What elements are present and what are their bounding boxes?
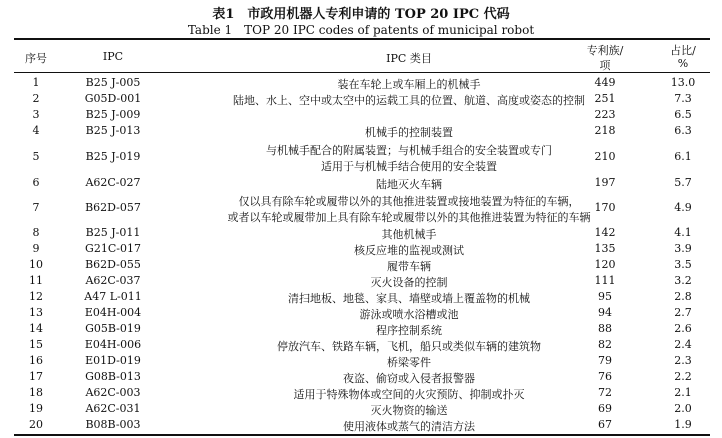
row-share: 3.9 [674, 242, 692, 255]
row-category: 灭火设备的控制 [370, 276, 448, 289]
header-share-line2: % [677, 57, 689, 70]
row-no: 20 [29, 418, 43, 431]
row-share: 1.9 [674, 418, 692, 431]
row-category: 陆地、水上、空中或太空中的运载工具的位置、航道、高度或姿态的控制 [233, 94, 585, 107]
row-count: 197 [594, 176, 616, 189]
row-count: 135 [594, 242, 616, 255]
row-count: 72 [598, 386, 612, 399]
row-ipc: B25 J-011 [85, 226, 141, 239]
row-category: 适用于特殊物体或空间的火灾预防、抑制或扑灭 [293, 388, 525, 401]
row-no: 9 [32, 242, 40, 255]
row-share: 2.7 [674, 306, 692, 319]
row-ipc: B08B-003 [85, 418, 141, 431]
row-count: 218 [594, 124, 616, 137]
row-no: 15 [29, 338, 43, 351]
row-share: 5.7 [674, 176, 692, 189]
row-no: 4 [32, 124, 40, 137]
header-ipc: IPC [102, 50, 124, 63]
row-ipc: G21C-017 [85, 242, 141, 255]
row-category: 游泳或喷水浴槽或池 [359, 308, 459, 321]
row-ipc: B25 J-009 [85, 108, 141, 121]
table-bottom-rule [14, 434, 710, 436]
row-ipc: A47 L-011 [84, 290, 142, 303]
row-share: 2.2 [674, 370, 692, 383]
row-ipc: E01D-019 [85, 354, 141, 367]
row-count: 69 [598, 402, 612, 415]
row-count: 111 [594, 274, 616, 287]
row-category-line2: 或者以车轮或履带加上具有除车轮或履带以外的其他推进装置为特征的车辆 [227, 211, 591, 224]
row-share: 7.3 [674, 92, 692, 105]
row-category: 履带车辆 [387, 260, 431, 273]
row-category [174, 193, 644, 225]
header-share-line1: 占比/ [670, 44, 696, 57]
row-ipc: A62C-031 [85, 402, 141, 415]
header-count-line1: 专利族/ [586, 44, 624, 57]
table-title-en: Table 1 TOP 20 IPC codes of patents of municipal robot [187, 23, 535, 37]
row-category: 陆地灭火车辆 [376, 178, 442, 191]
row-count: 223 [594, 108, 616, 121]
row-ipc: B25 J-013 [85, 124, 141, 137]
row-count: 170 [594, 201, 616, 214]
table-header-rule [14, 72, 710, 73]
row-no: 14 [29, 322, 43, 335]
header-category: IPC 类目 [386, 52, 432, 65]
row-ipc: B62D-057 [85, 201, 141, 214]
row-no: 3 [32, 108, 40, 121]
row-count: 95 [598, 290, 612, 303]
row-count: 88 [598, 322, 612, 335]
row-ipc: B25 J-005 [85, 76, 141, 89]
row-category: 核反应堆的监视或测试 [354, 244, 464, 257]
row-share: 2.4 [674, 338, 692, 351]
row-no: 2 [32, 92, 40, 105]
row-share: 4.9 [674, 201, 692, 214]
row-category: 装在车轮上或车厢上的机械手 [337, 78, 481, 91]
row-no: 12 [29, 290, 43, 303]
row-no: 17 [29, 370, 43, 383]
row-share: 6.3 [674, 124, 692, 137]
row-no: 11 [29, 274, 43, 287]
row-ipc: A62C-003 [85, 386, 141, 399]
row-count: 67 [598, 418, 612, 431]
row-no: 10 [29, 258, 43, 271]
row-category: 桥梁零件 [387, 356, 431, 369]
row-category: 机械手的控制装置 [365, 126, 453, 139]
row-ipc: G05B-019 [85, 322, 141, 335]
row-count: 94 [598, 306, 612, 319]
row-no: 13 [29, 306, 43, 319]
row-ipc: A62C-027 [85, 176, 141, 189]
row-category: 清扫地板、地毯、家具、墙壁或墙上覆盖物的机械 [288, 292, 530, 305]
row-count: 120 [594, 258, 616, 271]
row-share: 2.1 [674, 386, 692, 399]
header-no: 序号 [25, 52, 47, 65]
row-count: 76 [598, 370, 612, 383]
header-count-line2: 项 [599, 59, 611, 72]
row-ipc: B62D-055 [85, 258, 141, 271]
row-category-line1: 仅以具有除车轮或履带以外的其他推进装置或接地装置为特征的车辆， [238, 195, 580, 208]
row-category: 程序控制系统 [376, 324, 442, 337]
row-count: 82 [598, 338, 612, 351]
row-share: 13.0 [670, 76, 696, 89]
row-share: 2.3 [674, 354, 692, 367]
row-no: 16 [29, 354, 43, 367]
row-category: 其他机械手 [381, 228, 437, 241]
row-no: 7 [32, 201, 40, 214]
row-ipc: G08B-013 [85, 370, 141, 383]
row-share: 4.1 [674, 226, 692, 239]
row-category-line1: 与机械手配合的附属装置；与机械手组合的安全装置或专门 [266, 144, 552, 157]
row-category: 使用液体或蒸气的清洁方法 [343, 420, 475, 433]
row-ipc: A62C-037 [85, 274, 141, 287]
row-share: 2.6 [674, 322, 692, 335]
row-share: 3.5 [674, 258, 692, 271]
row-category-line2: 适用于与机械手结合使用的安全装置 [321, 160, 497, 173]
row-ipc: E04H-004 [84, 306, 142, 319]
row-category: 灭火物资的输送 [370, 404, 448, 417]
row-no: 19 [29, 402, 43, 415]
row-share: 6.5 [674, 108, 692, 121]
table-title-zh: 表1 市政用机器人专利申请的 TOP 20 IPC 代码 [212, 7, 510, 22]
row-ipc: E04H-006 [84, 338, 142, 351]
row-no: 18 [29, 386, 43, 399]
row-count: 449 [594, 76, 616, 89]
row-ipc: G05D-001 [84, 92, 142, 105]
row-share: 2.0 [674, 402, 692, 415]
row-count: 79 [598, 354, 612, 367]
row-category: 夜盗、偷窃或入侵者报警器 [343, 372, 475, 385]
row-ipc: B25 J-019 [85, 150, 141, 163]
row-category: 停放汽车、铁路车辆，飞机，船只或类似车辆的建筑物 [277, 340, 541, 353]
row-count: 210 [594, 150, 616, 163]
row-no: 1 [32, 76, 40, 89]
row-share: 2.8 [674, 290, 692, 303]
row-share: 3.2 [674, 274, 692, 287]
row-category [174, 142, 644, 174]
row-count: 251 [594, 92, 616, 105]
row-no: 6 [32, 176, 40, 189]
row-share: 6.1 [674, 150, 692, 163]
row-no: 8 [32, 226, 40, 239]
table-top-rule [14, 38, 710, 40]
row-no: 5 [32, 150, 40, 163]
row-count: 142 [594, 226, 616, 239]
